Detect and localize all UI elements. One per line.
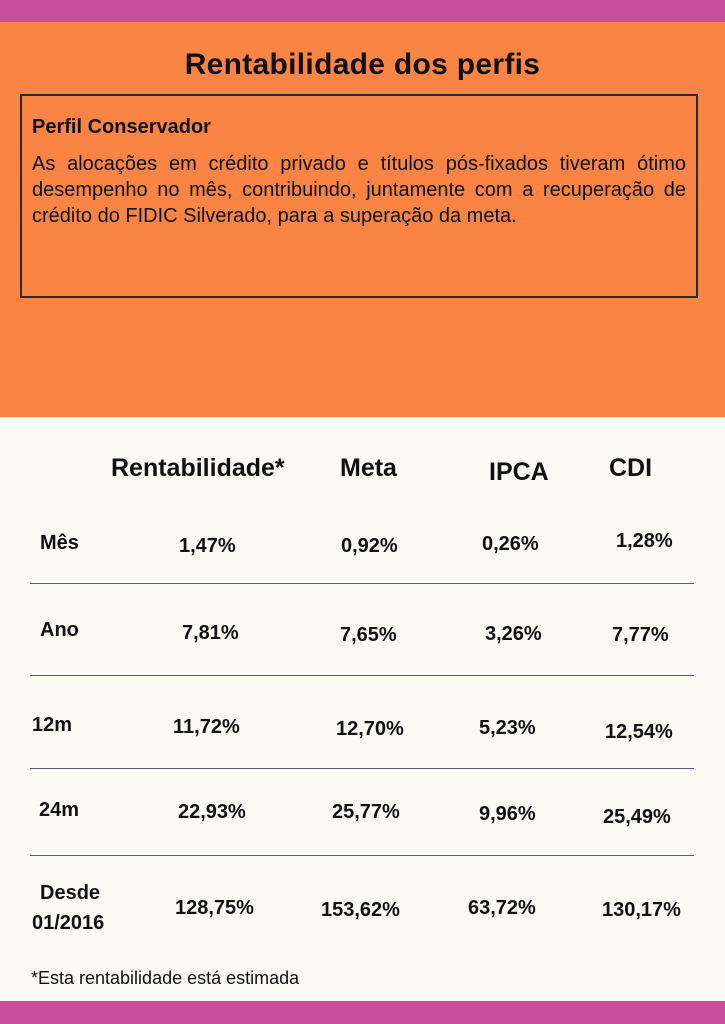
row-label-12m: 12m bbox=[32, 714, 73, 736]
row-label-mes: Mês bbox=[40, 532, 79, 554]
row-label-ano: Ano bbox=[40, 619, 79, 641]
row-label-desde: Desde bbox=[40, 882, 101, 904]
cell-desde-ipca: 63,72% bbox=[468, 897, 536, 919]
row-divider bbox=[30, 583, 694, 584]
cell-12m-meta: 12,70% bbox=[336, 718, 404, 740]
cell-24m-ipca: 9,96% bbox=[479, 803, 536, 825]
cell-desde-rentabilidade: 128,75% bbox=[175, 897, 254, 919]
cell-desde-cdi: 130,17% bbox=[602, 899, 681, 921]
top-band bbox=[0, 0, 725, 22]
cell-12m-ipca: 5,23% bbox=[479, 717, 536, 739]
profile-heading: Perfil Conservador bbox=[32, 116, 211, 138]
cell-mes-meta: 0,92% bbox=[341, 535, 398, 557]
cell-24m-rentabilidade: 22,93% bbox=[178, 801, 246, 823]
cell-mes-rentabilidade: 1,47% bbox=[179, 535, 236, 557]
cell-ano-rentabilidade: 7,81% bbox=[182, 622, 239, 644]
row-divider bbox=[30, 768, 694, 769]
header-cdi: CDI bbox=[609, 454, 653, 482]
profile-box bbox=[20, 94, 698, 298]
cell-12m-rentabilidade: 11,72% bbox=[173, 716, 240, 738]
row-divider bbox=[30, 855, 694, 856]
header-rentabilidade: Rentabilidade* bbox=[111, 454, 285, 482]
cell-ano-ipca: 3,26% bbox=[485, 623, 542, 645]
row-label-24m: 24m bbox=[39, 799, 80, 821]
cell-24m-cdi: 25,49% bbox=[603, 806, 671, 828]
cell-mes-ipca: 0,26% bbox=[482, 533, 539, 555]
profile-description: As alocações em crédito privado e títulos pós-fixados tiveram ótimo desempenho no mês, contribuindo, juntamente com a recuperação de crédito do FIDIC Silverado, para a superação da meta. bbox=[32, 153, 686, 227]
header-meta: Meta bbox=[340, 454, 397, 482]
page-title: Rentabilidade dos perfis bbox=[184, 48, 541, 81]
cell-12m-cdi: 12,54% bbox=[605, 721, 673, 743]
cell-24m-meta: 25,77% bbox=[332, 801, 400, 823]
row-label-desde-date: 01/2016 bbox=[32, 912, 105, 934]
row-divider bbox=[30, 675, 694, 676]
header-ipca: IPCA bbox=[489, 458, 549, 486]
footnote: *Esta rentabilidade está estimada bbox=[31, 968, 300, 988]
bottom-band bbox=[0, 1001, 725, 1024]
cell-mes-cdi: 1,28% bbox=[616, 530, 673, 552]
cell-ano-cdi: 7,77% bbox=[612, 624, 669, 646]
cell-desde-meta: 153,62% bbox=[321, 899, 400, 921]
cell-ano-meta: 7,65% bbox=[340, 624, 397, 646]
